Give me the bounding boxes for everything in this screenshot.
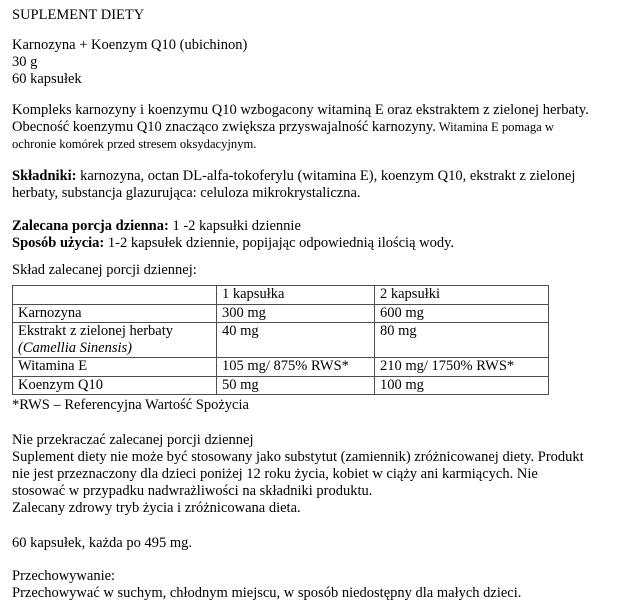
product-weight: 30 g [12, 54, 38, 70]
ingredients-line: herbaty, substancja glazurująca: celuloza mikrokrystaliczna. [12, 185, 361, 201]
dosage-block [12, 218, 609, 252]
page-title: SUPLEMENT DIETY [12, 7, 145, 23]
description-paragraph [12, 102, 609, 153]
usage-line: Sposób użycia: 1-2 kapsułek dziennie, popijając odpowiednią ilością wody. [12, 235, 455, 251]
warning-line: stosować w przypadku nadwrażliwości na składniki produktu. [12, 483, 373, 499]
table-row [13, 376, 549, 395]
table-row [13, 323, 549, 358]
usage-label: Sposób użycia: [12, 235, 105, 251]
warning-line: Nie przekraczać zalecanej porcji dziennej [12, 432, 254, 448]
ingredients-paragraph [12, 168, 609, 202]
composition-section [12, 262, 609, 414]
product-name: Karnozyna + Koenzym Q10 (ubichinon) [12, 37, 248, 53]
storage-block [12, 568, 609, 602]
table-header-cell: 2 kapsułki [375, 286, 549, 305]
table-row [13, 304, 549, 323]
table-cell: Ekstrakt z zielonej herbaty (Camellia Sinensis) [13, 323, 217, 358]
storage-heading: Przechowywanie: [12, 568, 116, 584]
table-cell: 50 mg [217, 376, 375, 395]
table-cell: Karnozyna [13, 304, 217, 323]
capsule-info-block [12, 535, 609, 552]
warning-line: Suplement diety nie może być stosowany jako substytut (zamiennik) zróżnicowanej diety. Produkt [12, 449, 584, 465]
table-cell: 300 mg [217, 304, 375, 323]
dosage-label: Zalecana porcja dzienna: [12, 218, 169, 234]
warning-line: Zalecany zdrowy tryb życia i zróżnicowana dieta. [12, 500, 301, 516]
table-row [13, 358, 549, 377]
latin-name: (Camellia Sinensis) [18, 339, 132, 356]
composition-table [12, 285, 549, 395]
storage-text: Przechowywać w suchym, chłodnym miejscu, w sposób niedostępny dla małych dzieci. [12, 585, 522, 601]
dosage-line: Zalecana porcja dzienna: 1 -2 kapsułki dziennie [12, 218, 301, 234]
warning-line: nie jest przeznaczony dla dzieci poniżej 12 roku życia, kobiet w ciąży ani karmiących. Nie [12, 466, 538, 482]
description-line: ochronie komórek przed stresem oksydacyjnym. [12, 137, 257, 151]
product-block [12, 37, 609, 88]
ingredients-label: Składniki: [12, 168, 77, 184]
table-cell: 40 mg [217, 323, 375, 358]
table-cell: 600 mg [375, 304, 549, 323]
composition-caption: Skład zalecanej porcji dziennej: [12, 262, 197, 278]
table-cell: 105 mg/ 875% RWS* [217, 358, 375, 377]
table-header-row [13, 286, 549, 305]
warnings-paragraph [12, 432, 609, 517]
table-cell: 210 mg/ 1750% RWS* [375, 358, 549, 377]
table-cell: 100 mg [375, 376, 549, 395]
capsule-info: 60 kapsułek, każda po 495 mg. [12, 535, 193, 551]
table-cell: Witamina E [13, 358, 217, 377]
table-cell: Koenzym Q10 [13, 376, 217, 395]
description-line: Kompleks karnozyny i koenzymu Q10 wzbogacony witaminą E oraz ekstraktem z zielonej herbaty. [12, 102, 589, 118]
table-cell: 80 mg [375, 323, 549, 358]
description-line: Obecność koenzymu Q10 znacząco zwiększa przyswajalność karnozyny. Witamina E pomaga w [12, 119, 554, 135]
table-header-cell: 1 kapsułka [217, 286, 375, 305]
rws-footnote: *RWS – Referencyjna Wartość Spożycia [12, 397, 249, 413]
table-header-cell [13, 286, 217, 305]
product-capsule-count: 60 kapsułek [12, 71, 82, 87]
ingredients-line: Składniki: karnozyna, octan DL-alfa-tokoferylu (witamina E), koenzym Q10, ekstrakt z zielonej [12, 168, 576, 184]
